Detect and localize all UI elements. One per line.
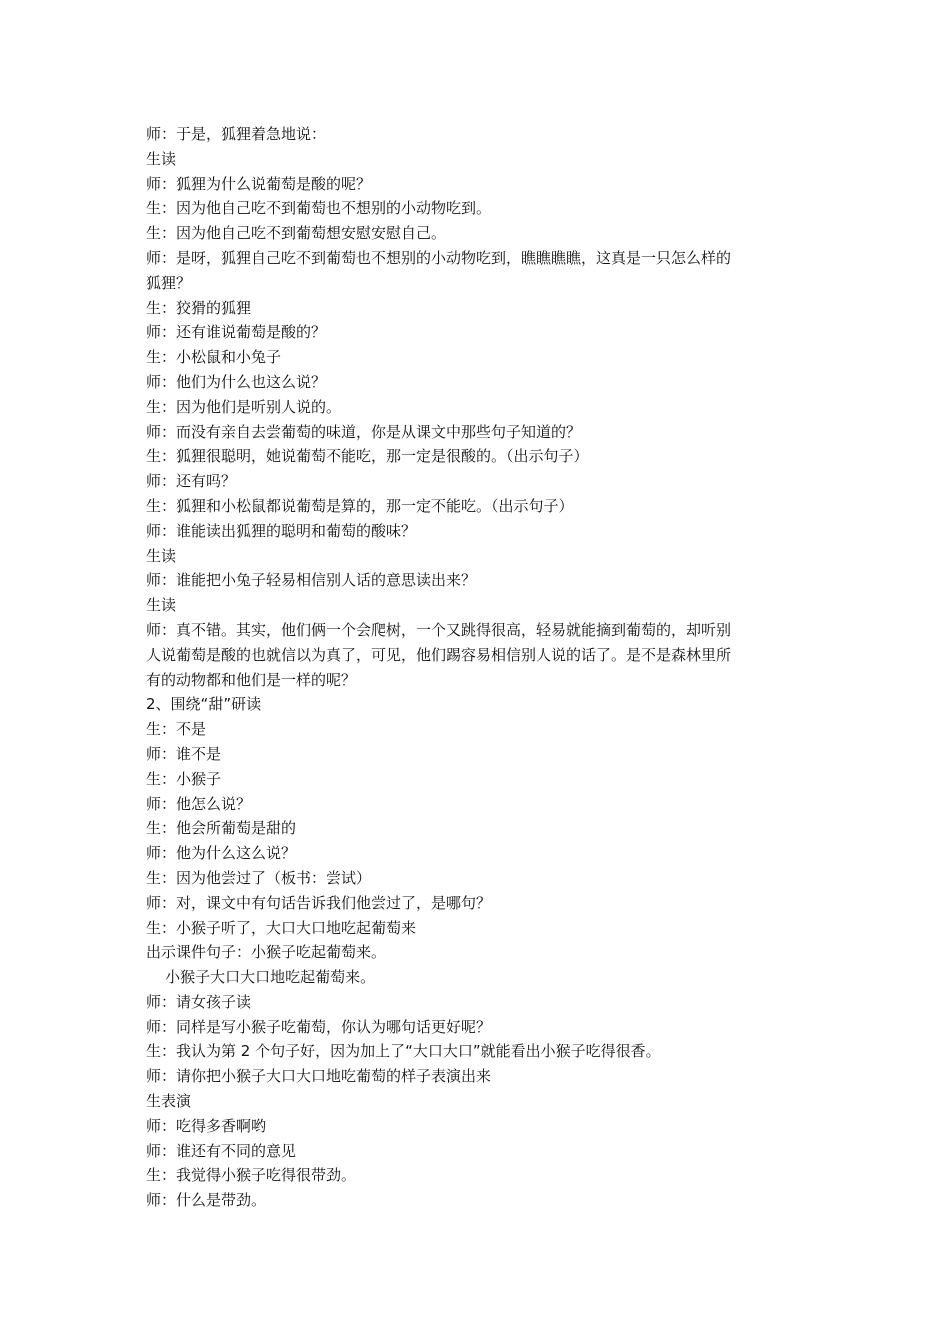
text-line: 师：谁能把小兔子轻易相信别人话的意思读出来？: [146, 571, 477, 590]
text-line: 生：小猴子: [146, 769, 222, 788]
text-line: 生读: [146, 546, 177, 565]
text-line: 师：而没有亲自去尝葡萄的味道，你是从课文中那些句子知道的？: [146, 422, 582, 441]
text-line: 生读: [146, 596, 177, 615]
text-line: 师：他为什么这么说？: [146, 844, 297, 863]
text-line: 出示课件句子：小猴子吃起葡萄来。: [146, 943, 387, 962]
text-line: 师：还有吗？: [146, 472, 237, 491]
text-line: 师：谁不是: [146, 744, 222, 763]
text-line: 生读: [146, 149, 177, 168]
text-line: 师：是呀，狐狸自己吃不到葡萄也不想别的小动物吃到，瞧瞧瞧瞧，这真是一只怎么样的: [146, 248, 732, 267]
text-line: 师：真不错。其实，他们俩一个会爬树，一个又跳得很高，轻易就能摘到葡萄的，却听别: [146, 620, 732, 639]
text-line: 生：因为他自己吃不到葡萄想安慰安慰自己。: [146, 224, 447, 243]
text-line: 师：狐狸为什么说葡萄是酸的呢？: [146, 174, 372, 193]
text-line: 狐狸？: [146, 273, 192, 292]
text-line: 师：吃得多香啊哟: [146, 1116, 267, 1135]
text-line: 师：请你把小猴子大口大口地吃葡萄的样子表演出来: [146, 1067, 492, 1086]
section-heading: 2、围绕“甜”研读: [146, 695, 262, 714]
text-line: 师：他怎么说？: [146, 794, 252, 813]
text-line: 生：他会所葡萄是甜的: [146, 819, 297, 838]
text-line: 生表演: [146, 1092, 192, 1111]
text-line: 师：什么是带劲。: [146, 1191, 267, 1210]
text-line: 生：因为他尝过了（板书：尝试）: [146, 868, 372, 887]
text-line: 生：小猴子听了，大口大口地吃起葡萄来: [146, 918, 417, 937]
text-line: 师：于是，狐狸着急地说：: [146, 125, 327, 143]
text-line: 人说葡萄是酸的也就信以为真了，可见，他们踢容易相信别人说的话了。是不是森林里所: [146, 645, 732, 664]
text-line: 生：狐狸和小松鼠都说葡萄是算的，那一定不能吃。（出示句子）: [146, 496, 574, 515]
text-line: 师：谁还有不同的意见: [146, 1141, 297, 1160]
text-line: 生：因为他们是听别人说的。: [146, 397, 342, 416]
text-line: 生：因为他自己吃不到葡萄也不想别的小动物吃到。: [146, 199, 492, 218]
text-line: 师：对，课文中有句话告诉我们他尝过了，是哪句？: [146, 893, 492, 912]
text-line: 师：还有谁说葡萄是酸的？: [146, 323, 327, 342]
text-line: 师：谁能读出狐狸的聪明和葡萄的酸味？: [146, 521, 417, 540]
text-line: 生：我认为第 2 个句子好，因为加上了“大口大口”就能看出小猴子吃得很香。: [146, 1042, 661, 1061]
text-line: 生：小松鼠和小兔子: [146, 348, 282, 367]
text-line: 生：不是: [146, 720, 207, 739]
text-line: 生：我觉得小猴子吃得很带劲。: [146, 1166, 357, 1185]
text-line: 师：请女孩子读: [146, 992, 252, 1011]
document-body: [146, 122, 816, 1213]
text-line: 小猴子大口大口地吃起葡萄来。: [146, 968, 376, 987]
text-line: 师：同样是写小猴子吃葡萄，你认为哪句话更好呢？: [146, 1017, 492, 1036]
text-line: 生：狡猾的狐狸: [146, 298, 252, 317]
text-line: 师：他们为什么也这么说？: [146, 372, 327, 391]
text-line: 有的动物都和他们是一样的呢？: [146, 670, 357, 689]
text-line: 生：狐狸很聪明，她说葡萄不能吃，那一定是很酸的。（出示句子）: [146, 447, 589, 466]
